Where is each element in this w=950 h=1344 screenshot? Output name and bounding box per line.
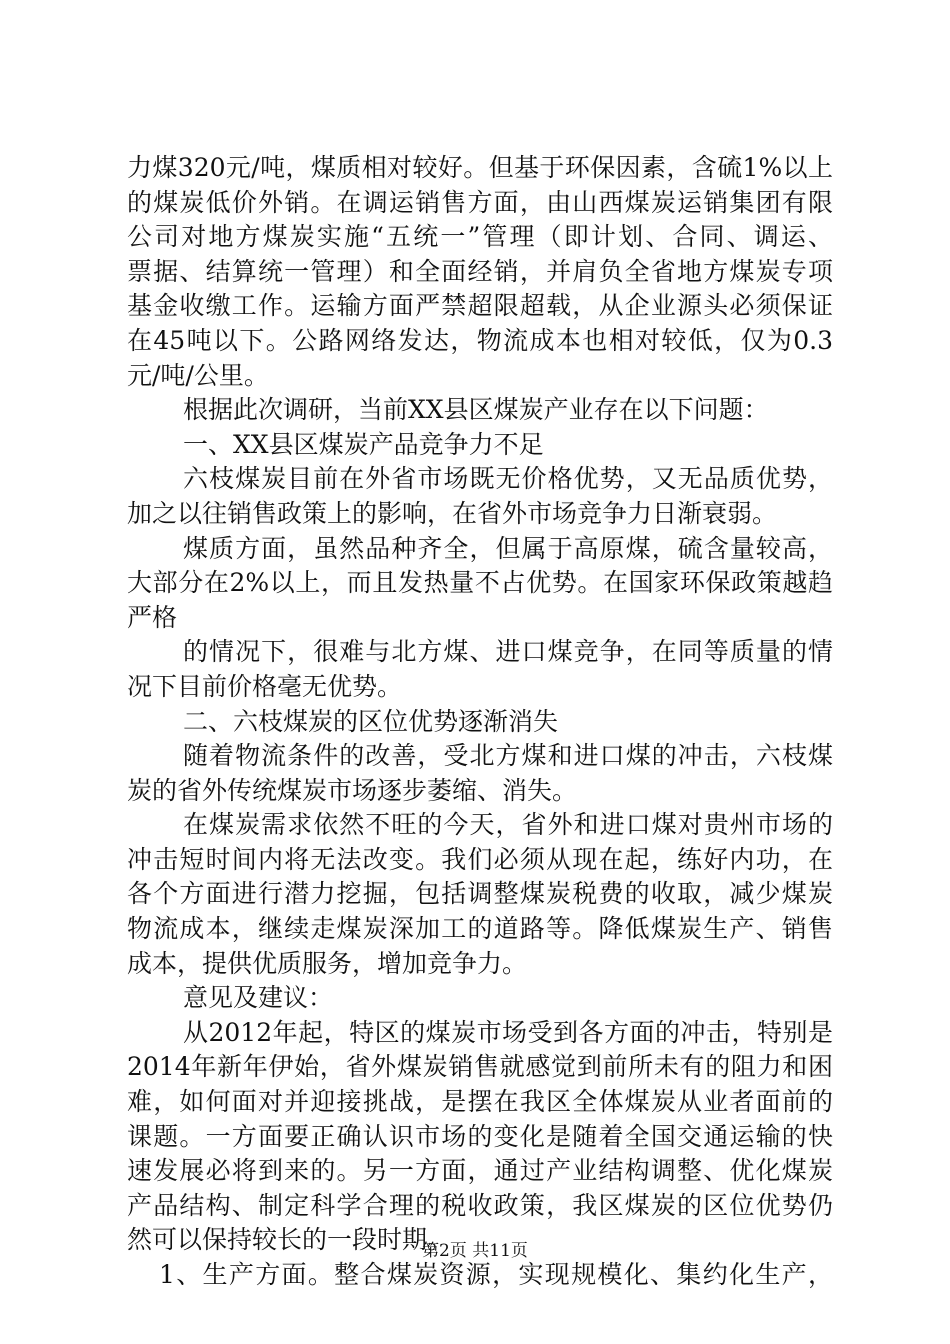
page-footer: 第2页 共11页 <box>422 1241 528 1261</box>
text-line: 各个方面进行潜力挖掘，包括调整煤炭税费的收取，减少煤炭 <box>127 879 833 909</box>
text-line: 意见及建议： <box>183 983 334 1013</box>
text-line: 从2012年起，特区的煤炭市场受到各方面的冲击，特别是 <box>183 1017 833 1047</box>
text-line: 二、六枝煤炭的区位优势逐渐消失 <box>183 706 559 736</box>
text-line: 煤质方面，虽然品种齐全，但属于高原煤，硫含量较高， <box>183 533 833 563</box>
text-line: 在煤炭需求依然不旺的今天，省外和进口煤对贵州市场的 <box>183 810 833 840</box>
text-line: 的情况下，很难与北方煤、进口煤竞争，在同等质量的情 <box>183 637 833 667</box>
text-line: 加之以往销售政策上的影响，在省外市场竞争力日渐衰弱。 <box>127 498 778 528</box>
text-line: 2014年新年伊始，省外煤炭销售就感觉到前所未有的阻力和困 <box>127 1052 833 1082</box>
text-line: 根据此次调研，当前XX县区煤炭产业存在以下问题： <box>183 395 769 425</box>
text-line: 随着物流条件的改善，受北方煤和进口煤的冲击，六枝煤 <box>183 741 833 771</box>
text-line: 况下目前价格毫无优势。 <box>127 671 403 701</box>
text-line: 力煤320元/吨，煤质相对较好。但基于环保因素，含硫1%以上 <box>127 153 833 182</box>
text-line: 票据、结算统一管理）和全面经销，并肩负全省地方煤炭专项 <box>127 256 833 286</box>
text-line: 课题。一方面要正确认识市场的变化是随着全国交通运输的快 <box>127 1121 833 1151</box>
text-line: 基金收缴工作。运输方面严禁超限超载，从企业源头必须保证 <box>127 291 833 321</box>
text-line: 在45吨以下。公路网络发达，物流成本也相对较低，仅为0.3 <box>127 325 833 355</box>
document-body <box>127 151 833 1293</box>
text-line: 一、XX县区煤炭产品竞争力不足 <box>183 429 544 459</box>
text-line: 元/吨/公里。 <box>127 360 269 390</box>
text-line: 炭的省外传统煤炭市场逐步萎缩、消失。 <box>127 775 578 805</box>
text-line: 物流成本，继续走煤炭深加工的道路等。降低煤炭生产、销售 <box>127 914 833 944</box>
text-line: 严格 <box>127 602 178 632</box>
text-line: 公司对地方煤炭实施“五统一”管理（即计划、合同、调运、 <box>127 222 833 252</box>
text-line: 六枝煤炭目前在外省市场既无价格优势，又无品质优势， <box>183 464 833 494</box>
text-line: 的煤炭低价外销。在调运销售方面，由山西煤炭运销集团有限 <box>127 187 833 217</box>
text-line: 冲击短时间内将无法改变。我们必须从现在起，练好内功，在 <box>127 844 833 874</box>
text-line: 大部分在2%以上，而且发热量不占优势。在国家环保政策越趋 <box>127 568 833 598</box>
text-line: 然可以保持较长的一段时期。 <box>127 1225 453 1255</box>
text-line: 1、生产方面。整合煤炭资源，实现规模化、集约化生产， <box>159 1260 833 1289</box>
text-line: 成本，提供优质服务，增加竞争力。 <box>127 948 528 978</box>
text-line: 速发展必将到来的。另一方面，通过产业结构调整、优化煤炭 <box>127 1156 833 1186</box>
text-line: 难，如何面对并迎接挑战，是摆在我区全体煤炭从业者面前的 <box>127 1087 833 1117</box>
text-line: 产品结构、制定科学合理的税收政策，我区煤炭的区位优势仍 <box>127 1190 833 1220</box>
